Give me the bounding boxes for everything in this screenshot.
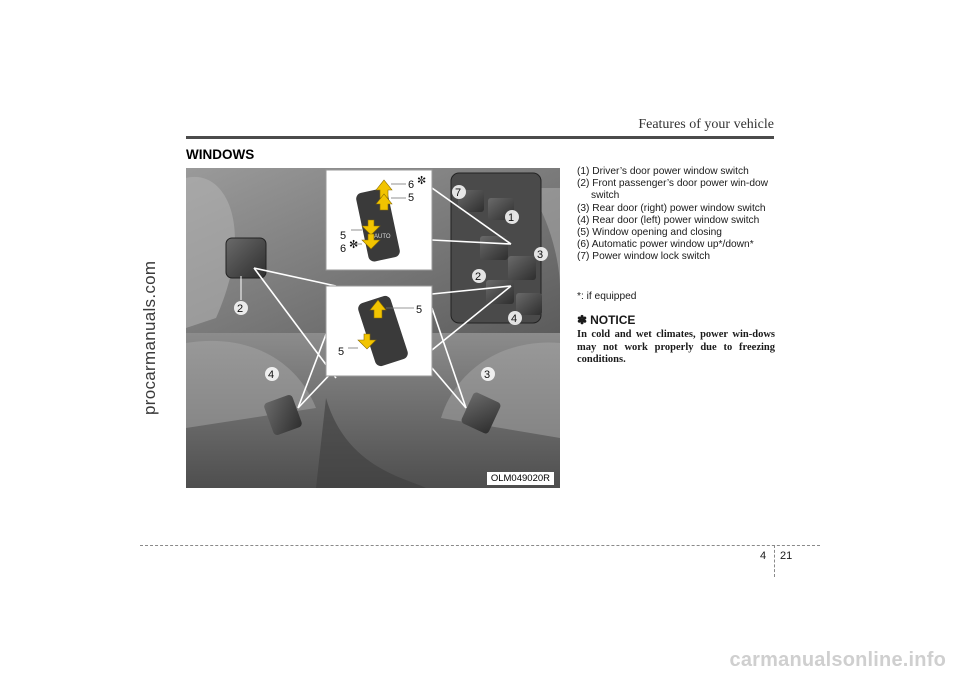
notice-heading: [577, 313, 635, 327]
legend-item: (1) Driver’s door power window switch: [577, 166, 749, 177]
figure-code: OLM049020R: [487, 472, 554, 485]
header-title: Features of your vehicle: [638, 117, 774, 132]
callout-5-lower: 5: [340, 230, 347, 242]
callout-2-right: 2: [475, 271, 482, 283]
callout-1: 1: [508, 212, 515, 224]
notice-title: NOTICE: [590, 313, 636, 327]
page-number: 21: [780, 550, 793, 562]
header-rule: [186, 136, 774, 139]
legend-list: [577, 166, 777, 264]
callout-6-lower: 6: [340, 243, 347, 255]
callout-5-lower-box-bottom: 5: [338, 346, 345, 358]
side-watermark: procarmanuals.com: [140, 260, 159, 415]
callout-4-bottom: 4: [268, 369, 275, 381]
legend-item: (2) Front passenger’s door power win-dow switch: [577, 178, 769, 202]
legend-item: (3) Rear door (right) power window switch: [577, 202, 766, 214]
footer-rule: [140, 545, 820, 546]
legend-item: (6) Automatic power window up*/down*: [577, 239, 754, 251]
window-switch-illustration: [186, 168, 560, 488]
callout-3-bottom: 3: [484, 369, 491, 381]
callout-7: 7: [455, 187, 462, 199]
footer-divider: [774, 545, 775, 577]
section-title: WINDOWS: [186, 147, 255, 162]
callout-4-right: 4: [511, 313, 518, 325]
callout-5-lower-box-top: 5: [416, 304, 423, 316]
notice-body: In cold and wet climates, power win-dows may not work properly due to freezing conditions.: [577, 329, 775, 366]
callout-6-upper: 6: [408, 179, 415, 191]
page-chapter: 4: [760, 550, 767, 562]
legend-item: (4) Rear door (left) power window switch: [577, 214, 760, 226]
star-lower: ✼: [349, 239, 359, 251]
callout-2-left: 2: [237, 303, 244, 315]
auto-label: AUTO: [374, 234, 391, 240]
footnote: *: if equipped: [577, 291, 637, 302]
callout-3-top: 3: [537, 249, 544, 261]
star-upper: ✼: [417, 175, 427, 187]
notice-star-icon: ✽: [577, 313, 588, 327]
bottom-watermark: carmanualsonline.info: [729, 649, 946, 671]
window-switch-figure: [186, 168, 560, 488]
callout-5-upper: 5: [408, 192, 415, 204]
legend-item: (5) Window opening and closing: [577, 227, 722, 239]
legend-item: (7) Power window lock switch: [577, 251, 711, 263]
